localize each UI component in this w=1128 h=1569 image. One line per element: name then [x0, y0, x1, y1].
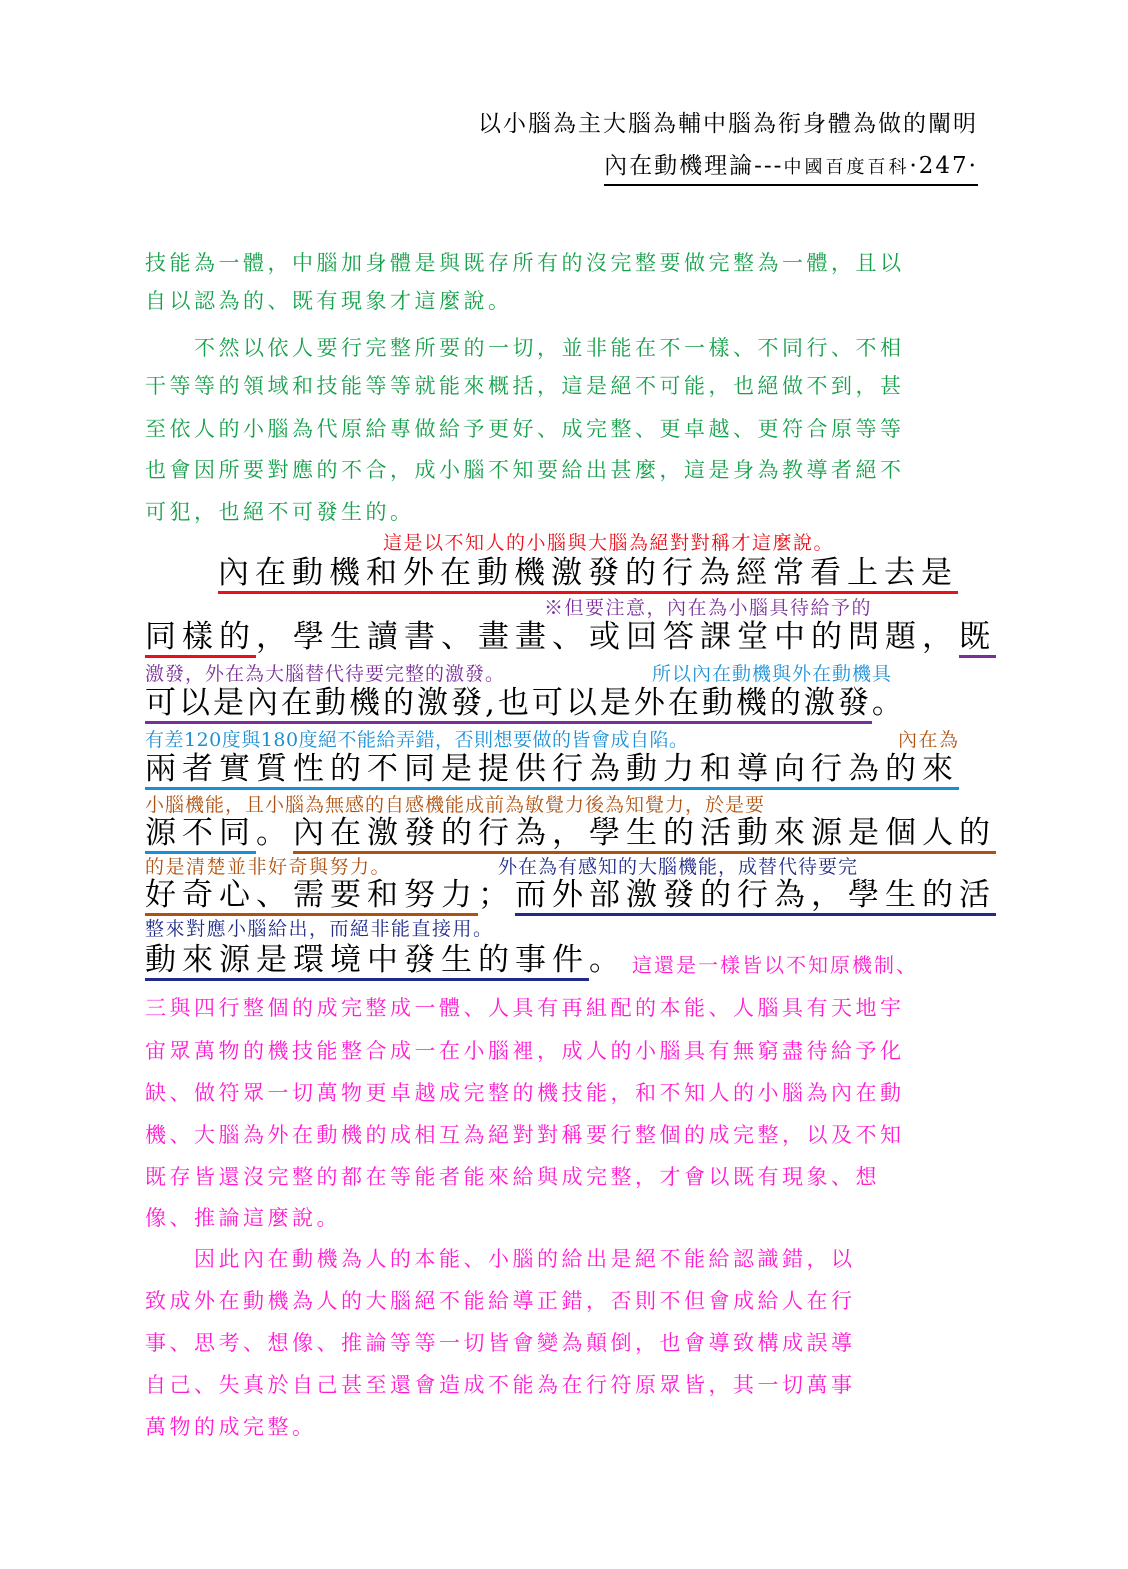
body-line: 像、推論這麼說。 — [145, 1206, 341, 1230]
quote-text: 兩者實質性的不同是提供行為動力和導向行為的來 — [145, 751, 959, 790]
body-line: 致成外在動機為人的大腦絕不能給導正錯，否則不但會成給人在行 — [145, 1289, 856, 1313]
quote-text: 既 — [959, 619, 996, 658]
body-line: 不然以依人要行完整所要的一切，並非能在不一樣、不同行、不相 — [145, 336, 905, 360]
running-header-subtitle — [604, 147, 978, 186]
body-line: 至依人的小腦為代原給專做給予更好、成完整、更卓越、更符合原等等 — [145, 417, 905, 441]
quote-text: ，學生讀書、畫畫、或回答課堂中的問題， — [256, 619, 959, 655]
annotation-brown: 小腦機能，且小腦為無感的自感機能成前為敏覺力後為知覺力，於是要 — [145, 794, 766, 816]
header-book-title: 內在動機理論--- — [604, 153, 784, 179]
quote-line — [145, 685, 906, 721]
annotation-brown: 內在為 — [898, 729, 960, 751]
quote-text: 動來源是環境中發生的事件 — [145, 942, 589, 981]
quote-text: ； — [478, 877, 515, 913]
body-line: 三與四行整個的成完整成一體、人具有再組配的本能、人腦具有天地宇 — [145, 996, 905, 1020]
body-line: 因此內在動機為人的本能、小腦的給出是絕不能給認識錯，以 — [145, 1247, 856, 1271]
body-line: 也會因所要對應的不合，成小腦不知要給出甚麼，這是身為教導者絕不 — [145, 458, 905, 482]
annotation-brown: 的是清楚並非好奇與努力。 — [145, 856, 392, 878]
annotation-blue: 所以內在動機與外在動機具 — [652, 663, 893, 685]
body-line: 宙眾萬物的機技能整合成一在小腦裡，成人的小腦具有無窮盡待給予化 — [145, 1039, 905, 1063]
annotation-blue: 有差120度與180度絕不能給弄錯，否則想要做的皆會成自陷。 — [145, 729, 689, 751]
quote-text: 內在動機和外在動機激發的行為經常看上去是 — [218, 555, 958, 594]
body-line: 可犯，也絕不可發生的。 — [145, 500, 415, 524]
body-line: 干等等的領域和技能等等就能來概括，這是絕不可能，也絕做不到，甚 — [145, 374, 905, 398]
body-line: 機、大腦為外在動機的成相互為絕對對稱要行整個的成完整，以及不知 — [145, 1123, 905, 1147]
quote-text: 。 — [256, 815, 293, 851]
body-line: 缺、做符眾一切萬物更卓越成完整的機技能，和不知人的小腦為內在動 — [145, 1081, 905, 1105]
quote-line — [145, 619, 996, 655]
quote-line — [145, 942, 626, 978]
quote-text: 內在激發的行為，學生的活動來源是個人的 — [293, 815, 996, 854]
annotation-magenta: 這還是一樣皆以不知原機制、 — [632, 953, 918, 977]
annotation-navy: 整來對應小腦給出，而絕非能直接用。 — [145, 918, 494, 940]
quote-text: 。 — [871, 685, 906, 721]
quote-line — [218, 555, 958, 591]
body-line: 技能為一體，中腦加身體是與既存所有的沒完整要做完整為一體，且以 — [145, 251, 905, 275]
body-line: 既存皆還沒完整的都在等能者能來給與成完整，才會以既有現象、想 — [145, 1165, 880, 1189]
header-source: 中國百度百科 — [783, 157, 910, 178]
quote-line — [145, 751, 959, 787]
running-header-title: 以小腦為主大腦為輔中腦為衔身體為做的闡明 — [478, 111, 978, 137]
body-line: 自以認為的、既有現象才這麼說。 — [145, 289, 513, 313]
annotation-purple: ※但要注意，內在為小腦具待給予的 — [544, 597, 873, 619]
quote-text: 可以是內在動機的激發,也可以是外在動機的激發 — [145, 685, 872, 724]
annotation-purple: 激發，外在為大腦替代待要完整的激發。 — [145, 663, 506, 685]
page-number: ·247· — [909, 153, 978, 179]
annotation-navy: 外在為有感知的大腦機能，成替代待要完 — [498, 856, 859, 878]
annotation-red: 這是以不知人的小腦與大腦為絕對對稱才這麼說。 — [383, 532, 835, 554]
quote-line — [145, 815, 996, 851]
body-line: 自己、失真於自己甚至還會造成不能為在行符原眾皆，其一切萬事 — [145, 1373, 856, 1397]
quote-text: 。 — [589, 942, 626, 978]
quote-line — [145, 877, 996, 913]
quote-text: 好奇心、需要和努力 — [145, 877, 478, 916]
body-line: 萬物的成完整。 — [145, 1415, 317, 1439]
quote-text: 源不同 — [145, 815, 256, 854]
body-line: 事、思考、想像、推論等等一切皆會變為顛倒，也會導致構成誤導 — [145, 1331, 856, 1355]
quote-text: 同樣的 — [145, 619, 256, 658]
quote-text: 而外部激發的行為，學生的活 — [515, 877, 996, 916]
